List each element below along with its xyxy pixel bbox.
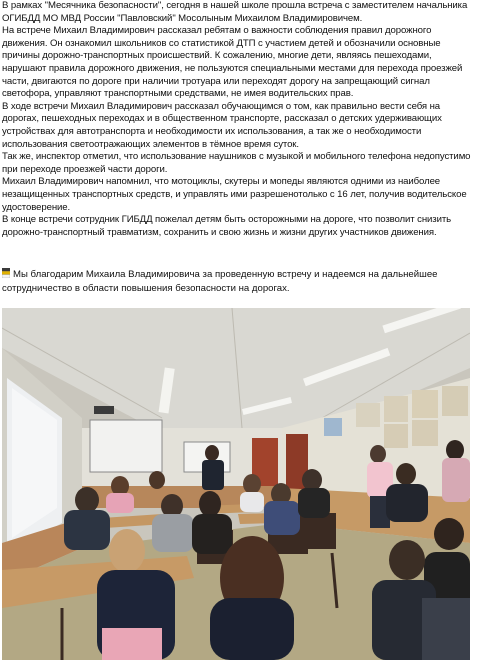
article-paragraph: Михаил Владимирович напомнил, что мотоциклы, скутеры и мопеды являются одними из наиболее незащищенных транспортных средств, и управлять ими разрешенотолько с 16 лет, получив водительское удостоверение. — [2, 176, 467, 213]
closing-statement — [2, 268, 462, 295]
classroom-photo — [2, 308, 470, 660]
article-paragraph: В рамках "Месячника безопасности", сегодня в нашей школе прошла встреча с заместителем начальника ОГИБДД МО МВД России "Павловский" Мосолыным Михаилом Владимировичем. — [2, 0, 468, 24]
article-paragraph: На встрече Михаил Владимирович рассказал ребятам о важности соблюдения правил дорожного движения. Он ознакомил школьников со статистикой ДТП с участием детей и обозначили основные причины дорожно-транспортных происшествий. К сожалению, многие дети, являясь пешеходами, нарушают правила дорожного движения, не пользуются специальными местами для перехода проезжей части, двигаются по дороге при наличии тротуара или переходят дорогу на запрещающий сигнал светофора, управляют транспортными средствами, не имея водительских прав. — [2, 25, 463, 100]
article-paragraph: В конце встречи сотрудник ГИБДД пожелал детям быть осторожными на дороге, что позволит снизить дорожно-транспортный травматизм, сохранить и свою жизнь и жизни других участников движения. — [2, 214, 452, 238]
flag-icon — [2, 268, 10, 278]
article-paragraph: Так же, инспектор отметил, что использование наушников с музыкой и мобильного телефона недопустимо при переходе проезжей части дороги. — [2, 151, 471, 175]
closing-text: Мы благодарим Михаила Владимировича за проведенную встречу и надеемся на дальнейшее сотрудничество в области повышения безопасности на дорогах. — [2, 269, 438, 294]
article-body — [2, 0, 474, 239]
article-paragraph: В ходе встречи Михаил Владимирович рассказал обучающимся о том, как правильно вести себя на дорогах, пешеходных переходах и в общественном транспорте, рассказал о детских удерживающих устройствах для автотранспорта и необходимости их использования, а так же о необходимости использования светоотражающих элементов в тёмное время суток. — [2, 100, 442, 150]
